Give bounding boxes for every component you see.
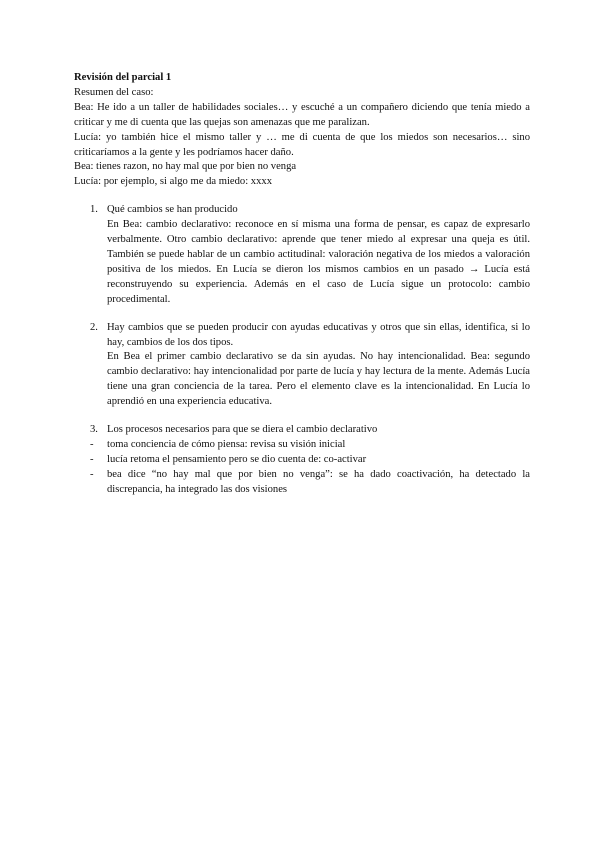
answer-text: En Bea el primer cambio declarativo se da sin ayudas. No hay intencionalidad. Bea: segundo cambio declarativo: hay intencionalidad por parte de lucía y hay lectura de la mente. Además Lucía tiene una gran conciencia de la tarea. Pero el elemento clave es la intencionalidad. En Lucía lo aprendió en una experiencia educativa. <box>107 351 530 408</box>
dialogue-line: Bea: tienes razon, no hay mal que por bien no venga <box>74 161 297 173</box>
process-text: toma conciencia de cómo piensa: revisa su visión inicial <box>107 438 346 450</box>
process-item <box>74 453 530 468</box>
question-number: 3. <box>90 424 98 436</box>
dash-bullet: - <box>90 453 94 465</box>
question-number: 1. <box>90 204 98 216</box>
question-list <box>74 203 530 497</box>
process-item <box>74 468 530 498</box>
dialogue-line: Bea: He ido a un taller de habilidades sociales… y escuché a un compañero diciendo que tenía miedo a criticar y me di cuenta que las quejas son amenazas que me paralizan. <box>74 101 530 128</box>
question-text: Hay cambios que se pueden producir con ayudas educativas y otros que sin ellas, identifica, si lo hay, cambios de los dos tipos. <box>107 321 530 348</box>
question-text: Los procesos necesarios para que se diera el cambio declarativo <box>107 424 378 436</box>
process-item <box>74 438 530 453</box>
summary-heading: Resumen del caso: <box>74 86 154 98</box>
process-list <box>74 438 530 498</box>
answer-text: En Bea: cambio declarativo: reconoce en sí misma una forma de pensar, es capaz de expresarlo verbalmente. Otro cambio declarativo: aprende que tener miedo al expresar una queja es útil. También se puede hablar de un cambio actitudinal: valoración negativa de los miedos a valoración positiva de los miedos. En Lucía se dieron los mismos cambios en un pasado → Lucía está reconstruyendo su experiencia. Además en el caso de Lucía sigue un protocolo: cambio procedimental. <box>107 219 530 305</box>
dialogue-line: Lucía: yo también hice el mismo taller y … me di cuenta de que los miedos son necesarios… sino criticaríamos a la gente y les podríamos hacer daño. <box>74 131 530 158</box>
question-item <box>74 203 530 307</box>
document-title: Revisión del parcial 1 <box>74 72 172 83</box>
dash-bullet: - <box>90 468 94 480</box>
question-item <box>74 423 530 438</box>
question-text: Qué cambios se han producido <box>107 204 238 216</box>
dialogue-line: Lucía: por ejemplo, si algo me da miedo: xxxx <box>74 176 272 188</box>
question-number: 2. <box>90 321 98 333</box>
process-text: lucía retoma el pensamiento pero se dio cuenta de: co-activar <box>107 453 367 465</box>
dash-bullet: - <box>90 438 94 450</box>
process-text: bea dice “no hay mal que por bien no venga”: se ha dado coactivación, ha detectado la discrepancia, ha integrado las dos visiones <box>107 468 530 495</box>
question-item <box>74 321 530 410</box>
